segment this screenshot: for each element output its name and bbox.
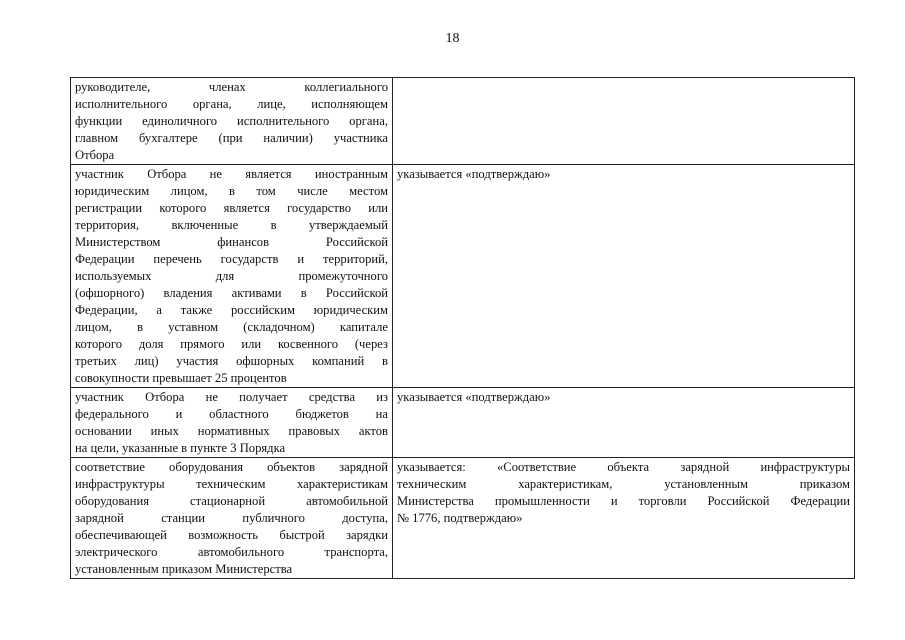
text-line: территория, включенные в утверждаемый: [75, 218, 388, 232]
requirement-cell: [71, 78, 393, 165]
text-line: Отбора: [75, 148, 115, 162]
text-line: на цели, указанные в пункте 3 Порядка: [75, 441, 286, 455]
text-line: функции единоличного исполнительного органа,: [75, 114, 388, 128]
text-line: соответствие оборудования объектов зарядной: [75, 460, 388, 474]
text-line: регистрации которого является государство или: [75, 201, 388, 215]
text-line: Федерации перечень государств и территорий,: [75, 252, 388, 266]
text-line: (офшорного) владения активами в Российской: [75, 286, 388, 300]
text-line: Министерством финансов Российской: [75, 235, 388, 249]
text-line: руководителе, членах коллегиального: [75, 80, 388, 94]
requirement-cell: [71, 388, 393, 458]
text-line: зарядной станции публичного доступа,: [75, 511, 388, 525]
text-line: основании иных нормативных правовых актов: [75, 424, 388, 438]
text-line: инфраструктуры техническим характеристикам: [75, 477, 388, 491]
requirement-cell: [71, 165, 393, 388]
text-line: указывается «подтверждаю»: [397, 390, 551, 404]
text-line: главном бухгалтере (при наличии) участника: [75, 131, 388, 145]
text-line: участник Отбора не является иностранным: [75, 167, 388, 181]
text-line: обеспечивающей возможность быстрой зарядки: [75, 528, 388, 542]
page-number: 18: [445, 31, 460, 46]
table-row: [71, 458, 855, 579]
text-line: федерального и областного бюджетов на: [75, 407, 388, 421]
table-body: [71, 78, 855, 579]
text-line: исполнительного органа, лице, исполняющем: [75, 97, 388, 111]
text-line: указывается «подтверждаю»: [397, 167, 551, 181]
text-line: Министерства промышленности и торговли Российской Федерации: [397, 494, 850, 508]
confirmation-cell: [393, 388, 855, 458]
confirmation-cell: [393, 165, 855, 388]
text-line: участник Отбора не получает средства из: [75, 390, 388, 404]
text-line: совокупности превышает 25 процентов: [75, 371, 287, 385]
text-line: техническим характеристикам, установленным приказом: [397, 477, 850, 491]
text-line: лицом, в уставном (складочном) капитале: [75, 320, 388, 334]
table-row: [71, 165, 855, 388]
confirmation-cell: [393, 78, 855, 165]
text-line: третьих лиц) участия офшорных компаний в: [75, 354, 388, 368]
text-line: указывается: «Соответствие объекта зарядной инфраструктуры: [397, 460, 850, 474]
requirement-cell: [71, 458, 393, 579]
text-line: юридическим лицом, в том числе местом: [75, 184, 388, 198]
text-line: которого доля прямого или косвенного (через: [75, 337, 388, 351]
text-line: Федерации, а также российским юридическим: [75, 303, 388, 317]
text-line: используемых для промежуточного: [75, 269, 388, 283]
text-line: оборудования стационарной автомобильной: [75, 494, 388, 508]
text-line: установленным приказом Министерства: [75, 562, 293, 576]
requirements-table: [70, 77, 855, 579]
table-row: [71, 78, 855, 165]
confirmation-cell: [393, 458, 855, 579]
table-row: [71, 388, 855, 458]
text-line: электрического автомобильного транспорта,: [75, 545, 388, 559]
text-line: № 1776, подтверждаю»: [397, 511, 523, 525]
